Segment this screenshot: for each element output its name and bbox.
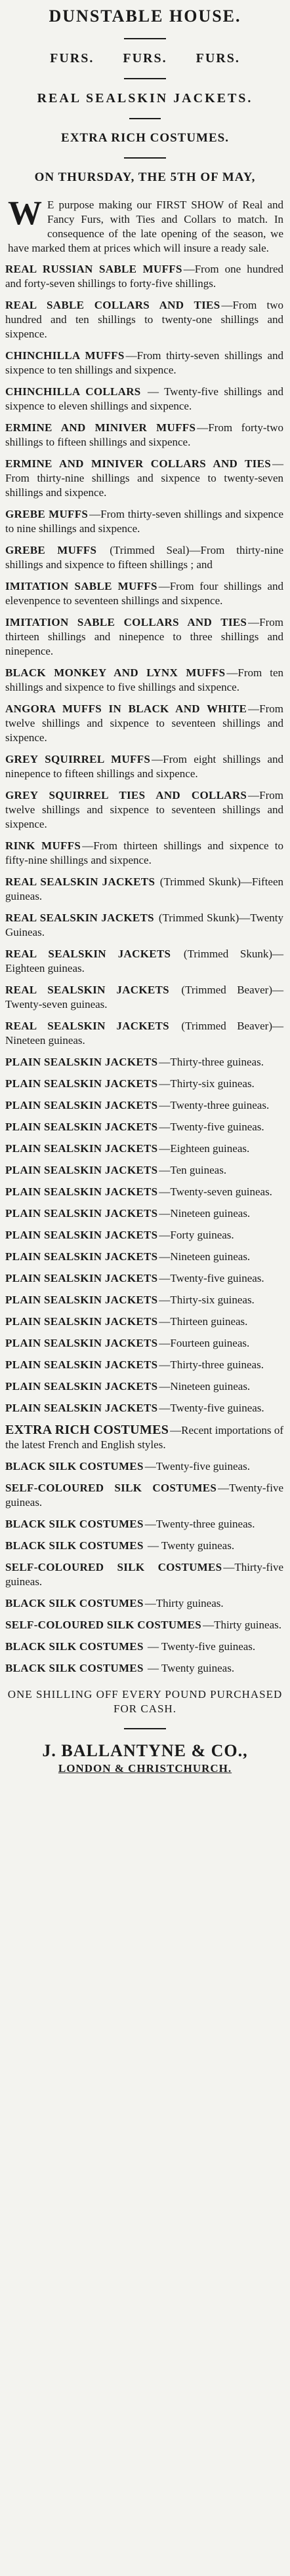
item-description: —Nineteen guineas.: [159, 1380, 251, 1393]
list-item: [5, 507, 283, 536]
item-description: —From twelve shillings and sixpence to seventeen shillings and sixpence.: [5, 789, 283, 830]
item-heading: SELF-COLOURED SILK COSTUMES: [5, 1619, 202, 1631]
item-description: —Twenty-seven guineas.: [159, 1185, 272, 1198]
list-item: [5, 983, 283, 1012]
item-heading: REAL RUSSIAN SABLE MUFFS: [5, 263, 182, 275]
item-heading: GREBE MUFFS: [5, 508, 89, 520]
list-item: [5, 543, 283, 572]
item-heading: PLAIN SEALSKIN JACKETS: [5, 1229, 158, 1241]
drop-cap: W: [8, 195, 42, 232]
item-heading: ANGORA MUFFS IN BLACK AND WHITE: [5, 702, 247, 715]
list-item: [5, 1560, 283, 1589]
item-description: —Ten guineas.: [159, 1164, 227, 1176]
item-heading: BLACK SILK COSTUMES: [5, 1640, 144, 1653]
list-item: [5, 875, 283, 904]
item-description: —Recent importations of the latest French and English styles.: [5, 1424, 283, 1451]
list-item: [5, 1618, 283, 1632]
list-item: [5, 349, 283, 377]
list-item: [5, 1142, 283, 1156]
list-item: [5, 1120, 283, 1134]
item-heading: REAL SEALSKIN JACKETS: [5, 984, 169, 996]
list-item: [5, 1228, 283, 1242]
item-heading: PLAIN SEALSKIN JACKETS: [5, 1185, 158, 1198]
list-item: [5, 947, 283, 976]
item-description: —Thirty-six guineas.: [159, 1077, 255, 1090]
list-item: [5, 1185, 283, 1199]
item-heading: REAL SEALSKIN JACKETS: [5, 948, 171, 960]
item-description: —From twelve shillings and sixpence to seventeen shillings and sixpence.: [5, 702, 283, 744]
item-heading: PLAIN SEALSKIN JACKETS: [5, 1294, 158, 1306]
cash-discount-note: ONE SHILLING OFF EVERY POUND PURCHASED FOR CASH.: [7, 1688, 283, 1715]
item-heading: SELF-COLOURED SILK COSTUMES: [5, 1561, 222, 1573]
item-heading: PLAIN SEALSKIN JACKETS: [5, 1402, 158, 1414]
item-description: —Twenty-five guineas.: [5, 1482, 283, 1509]
jackets-heading: REAL SEALSKIN JACKETS.: [37, 91, 253, 106]
item-heading: PLAIN SEALSKIN JACKETS: [5, 1250, 158, 1263]
list-item: [5, 385, 283, 413]
item-description: —From thirteen shillings and sixpence to fifty-nine shillings and sixpence.: [5, 839, 283, 866]
item-description: —From thirty-nine shillings and sixpence to twenty-seven shillings and sixpence.: [5, 457, 283, 499]
list-item: [5, 1401, 283, 1415]
list-item: [5, 752, 283, 781]
item-description: —From two hundred and ten shillings to twenty-one shillings and sixpence.: [5, 299, 283, 340]
list-item: [5, 1271, 283, 1286]
item-heading: SELF-COLOURED SILK COSTUMES: [5, 1482, 217, 1494]
item-heading: BLACK SILK COSTUMES: [5, 1597, 144, 1609]
list-item: [5, 1163, 283, 1178]
list-item: [5, 298, 283, 341]
furs-word: FURS.: [196, 51, 240, 66]
divider-rule: [124, 78, 166, 79]
item-heading: PLAIN SEALSKIN JACKETS: [5, 1164, 158, 1176]
item-description: —From eight shillings and ninepence to fifteen shillings and sixpence.: [5, 753, 283, 780]
item-heading: PLAIN SEALSKIN JACKETS: [5, 1056, 158, 1068]
furs-word: FURS.: [123, 51, 167, 66]
list-item: [5, 1077, 283, 1091]
divider-rule: [124, 157, 166, 159]
item-heading: BLACK SILK COSTUMES: [5, 1518, 144, 1530]
item-description: (Trimmed Skunk)—Twenty Guineas.: [5, 912, 284, 938]
item-description: —Thirty-three guineas.: [159, 1358, 264, 1371]
item-description: —Thirty guineas.: [144, 1597, 224, 1609]
item-heading: BLACK MONKEY AND LYNX MUFFS: [5, 666, 226, 679]
price-list: [5, 262, 283, 1676]
list-item: [5, 1596, 283, 1611]
list-item: [5, 1358, 283, 1372]
list-item: [5, 1661, 283, 1676]
list-item: [5, 788, 283, 832]
item-heading: BLACK SILK COSTUMES: [5, 1539, 144, 1552]
item-description: —Twenty-five guineas.: [159, 1402, 264, 1414]
item-heading: IMITATION SABLE MUFFS: [5, 580, 157, 592]
list-item: [5, 1640, 283, 1654]
item-description: (Trimmed Seal)—From thirty-nine shillings and sixpence to fifteen shillings ; and: [5, 544, 283, 571]
furs-word: FURS.: [50, 51, 94, 66]
item-description: —Thirty-five guineas.: [5, 1561, 283, 1588]
item-description: —Thirty-three guineas.: [159, 1056, 264, 1068]
item-heading: REAL SEALSKIN JACKETS: [5, 875, 155, 888]
item-heading: EXTRA RICH COSTUMES: [5, 1423, 169, 1437]
item-heading: GREY SQUIRREL TIES AND COLLARS: [5, 789, 247, 801]
item-heading: RINK MUFFS: [5, 839, 81, 852]
item-heading: BLACK SILK COSTUMES: [5, 1460, 144, 1472]
item-heading: CHINCHILLA COLLARS: [5, 385, 141, 398]
costumes-heading: EXTRA RICH COSTUMES.: [61, 131, 229, 145]
item-heading: ERMINE AND MINIVER COLLARS AND TIES: [5, 457, 271, 470]
item-description: —From thirty-seven shillings and sixpence to nine shillings and sixpence.: [5, 508, 283, 535]
item-description: —Twenty-five guineas.: [159, 1272, 264, 1284]
item-description: (Trimmed Skunk)—Eighteen guineas.: [5, 948, 283, 974]
list-item: [5, 421, 283, 450]
item-heading: PLAIN SEALSKIN JACKETS: [5, 1099, 158, 1111]
item-description: (Trimmed Beaver)—Nineteen guineas.: [5, 1020, 284, 1047]
divider-rule: [124, 38, 166, 39]
item-heading: PLAIN SEALSKIN JACKETS: [5, 1272, 158, 1284]
list-item: [5, 1539, 283, 1553]
list-item: [5, 1098, 283, 1113]
firm-name: J. BALLANTYNE & CO.,: [42, 1741, 248, 1760]
item-heading: PLAIN SEALSKIN JACKETS: [5, 1358, 158, 1371]
item-heading: REAL SEALSKIN JACKETS: [5, 1020, 169, 1032]
list-item: [5, 1459, 283, 1474]
item-description: —Fourteen guineas.: [159, 1337, 250, 1349]
list-item: [5, 1517, 283, 1531]
item-description: —From thirty-seven shillings and sixpence to ten shillings and sixpence.: [5, 349, 283, 376]
item-description: —From thirteen shillings and ninepence to three shillings and ninepence.: [5, 616, 283, 657]
item-heading: PLAIN SEALSKIN JACKETS: [5, 1380, 158, 1393]
item-heading: PLAIN SEALSKIN JACKETS: [5, 1315, 158, 1328]
item-description: —Thirty guineas.: [203, 1619, 281, 1631]
list-item: [5, 579, 283, 608]
item-description: (Trimmed Skunk)—Fifteen guineas.: [5, 875, 284, 902]
divider-rule: [124, 1728, 166, 1729]
list-item: [5, 1250, 283, 1264]
item-description: — Twenty guineas.: [144, 1539, 235, 1552]
item-heading: PLAIN SEALSKIN JACKETS: [5, 1077, 158, 1090]
item-heading: REAL SEALSKIN JACKETS: [5, 912, 154, 924]
item-description: —Twenty-five guineas.: [159, 1121, 264, 1133]
firm-location: LONDON & CHRISTCHURCH.: [58, 1762, 232, 1775]
list-item: [5, 1293, 283, 1307]
item-description: — Twenty-five guineas.: [144, 1640, 256, 1653]
item-heading: ERMINE AND MINIVER MUFFS: [5, 421, 196, 434]
item-description: —Twenty-three guineas.: [144, 1518, 255, 1530]
item-heading: PLAIN SEALSKIN JACKETS: [5, 1142, 158, 1155]
list-item: [5, 1481, 283, 1510]
list-item: [5, 1206, 283, 1221]
item-heading: IMITATION SABLE COLLARS AND TIES: [5, 616, 247, 628]
list-item: [5, 1055, 283, 1069]
item-heading: PLAIN SEALSKIN JACKETS: [5, 1121, 158, 1133]
divider-rule: [129, 118, 161, 119]
item-description: —From forty-two shillings to fifteen shillings and sixpence.: [5, 421, 283, 448]
item-heading: REAL SABLE COLLARS AND TIES: [5, 299, 220, 311]
item-heading: BLACK SILK COSTUMES: [5, 1662, 144, 1674]
item-description: (Trimmed Beaver)—Twenty-seven guineas.: [5, 984, 284, 1010]
item-description: —Nineteen guineas.: [159, 1207, 251, 1220]
intro-text: E purpose making our FIRST SHOW of Real and Fancy Furs, with Ties and Collars to match. In consequence of the late opening of the season, we have marked them at prices which will insure a ready sale.: [8, 199, 283, 254]
date-line: ON THURSDAY, THE 5TH OF MAY,: [34, 170, 256, 184]
item-description: —Forty guineas.: [159, 1229, 234, 1241]
furs-heading: [4, 51, 286, 66]
list-item: [5, 1423, 283, 1452]
list-item: [5, 839, 283, 868]
item-description: —Eighteen guineas.: [159, 1142, 250, 1155]
item-heading: PLAIN SEALSKIN JACKETS: [5, 1337, 158, 1349]
item-heading: PLAIN SEALSKIN JACKETS: [5, 1207, 158, 1220]
list-item: [5, 666, 283, 695]
list-item: [5, 262, 283, 291]
store-name: DUNSTABLE HOUSE.: [49, 7, 241, 26]
item-description: —From four shillings and elevenpence to seventeen shillings and sixpence.: [5, 580, 283, 607]
list-item: [5, 702, 283, 745]
item-heading: CHINCHILLA MUFFS: [5, 349, 125, 362]
item-heading: GREY SQUIRREL MUFFS: [5, 753, 151, 765]
item-description: —Nineteen guineas.: [159, 1250, 251, 1263]
item-description: — Twenty guineas.: [144, 1662, 235, 1674]
item-heading: GREBE MUFFS: [5, 544, 97, 556]
list-item: [5, 1315, 283, 1329]
item-description: —Twenty-three guineas.: [159, 1099, 270, 1111]
item-description: —Twenty-five guineas.: [144, 1460, 250, 1472]
list-item: [5, 1019, 283, 1048]
list-item: [5, 1379, 283, 1394]
item-description: —From one hundred and forty-seven shillings to forty-five shillings.: [5, 263, 284, 290]
list-item: [5, 615, 283, 659]
list-item: [5, 1336, 283, 1351]
list-item: [5, 457, 283, 500]
item-description: —From ten shillings and sixpence to five shillings and sixpence.: [5, 666, 284, 693]
item-description: — Twenty-five shillings and sixpence to eleven shillings and sixpence.: [5, 385, 283, 412]
intro-paragraph: [8, 195, 283, 256]
item-description: —Thirty-six guineas.: [159, 1294, 255, 1306]
item-description: —Thirteen guineas.: [159, 1315, 248, 1328]
list-item: [5, 911, 283, 940]
